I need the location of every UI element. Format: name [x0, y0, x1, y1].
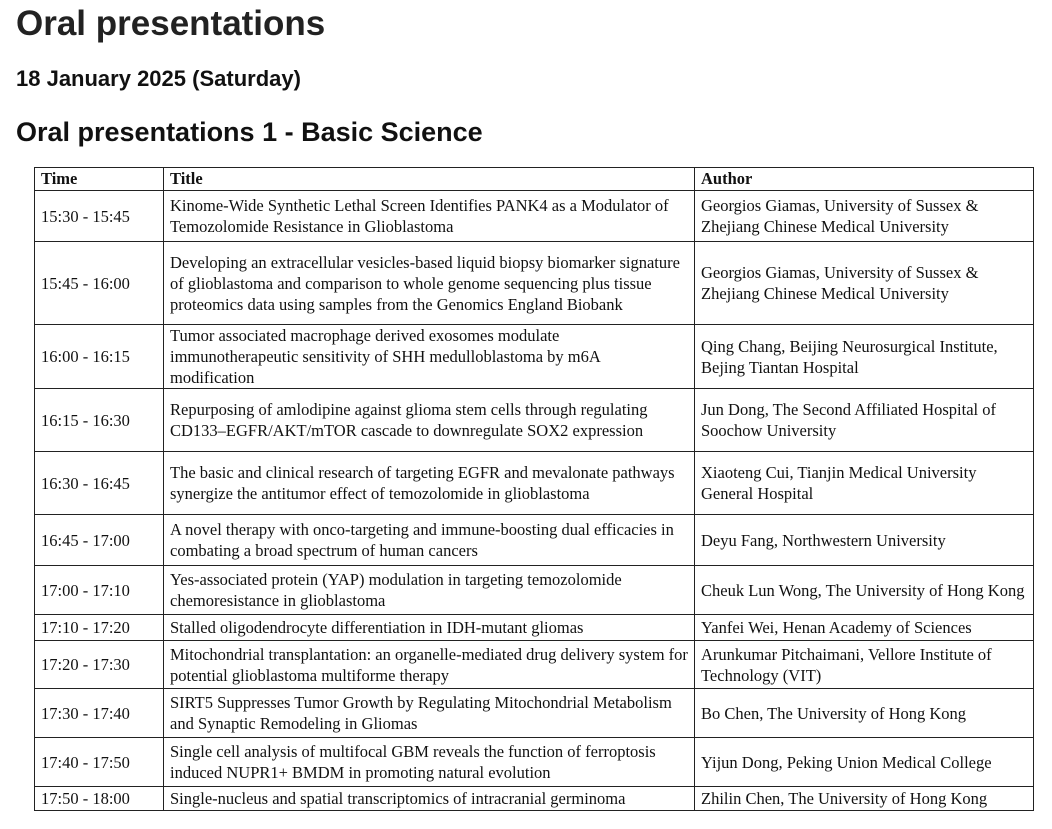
time-cell: 15:45 - 16:00 [35, 242, 164, 325]
title-cell: Kinome-Wide Synthetic Lethal Screen Identifies PANK4 as a Modulator of Temozolomide Resistance in Glioblastoma [164, 191, 695, 242]
table-row [35, 389, 1034, 452]
author-cell: Arunkumar Pitchaimani, Vellore Institute of Technology (VIT) [695, 641, 1034, 689]
section-heading: Oral presentations 1 - Basic Science [16, 117, 483, 147]
title-cell: Repurposing of amlodipine against glioma stem cells through regulating CD133–EGFR/AKT/mTOR cascade to downregulate SOX2 expression [164, 389, 695, 452]
author-cell: Georgios Giamas, University of Sussex & Zhejiang Chinese Medical University [695, 242, 1034, 325]
author-cell: Yanfei Wei, Henan Academy of Sciences [695, 615, 1034, 641]
time-cell: 17:10 - 17:20 [35, 615, 164, 641]
time-cell: 17:30 - 17:40 [35, 689, 164, 738]
time-cell: 16:30 - 16:45 [35, 452, 164, 515]
author-cell: Bo Chen, The University of Hong Kong [695, 689, 1034, 738]
table-row [35, 452, 1034, 515]
author-cell: Zhilin Chen, The University of Hong Kong [695, 787, 1034, 811]
table-row [35, 689, 1034, 738]
schedule-table-body [35, 191, 1034, 811]
date-heading: 18 January 2025 (Saturday) [16, 66, 301, 91]
title-cell: SIRT5 Suppresses Tumor Growth by Regulating Mitochondrial Metabolism and Synaptic Remodeling in Gliomas [164, 689, 695, 738]
table-row [35, 325, 1034, 389]
table-row [35, 787, 1034, 811]
author-cell: Xiaoteng Cui, Tianjin Medical University General Hospital [695, 452, 1034, 515]
title-column-header: Title [164, 168, 695, 191]
title-cell: Mitochondrial transplantation: an organelle-mediated drug delivery system for potential glioblastoma multiforme therapy [164, 641, 695, 689]
table-row [35, 566, 1034, 615]
title-cell: Tumor associated macrophage derived exosomes modulate immunotherapeutic sensitivity of SHH medulloblastoma by m6A modification [164, 325, 695, 389]
author-cell: Georgios Giamas, University of Sussex & Zhejiang Chinese Medical University [695, 191, 1034, 242]
table-row [35, 515, 1034, 566]
header-row [35, 168, 1034, 191]
table-row [35, 191, 1034, 242]
table-row [35, 242, 1034, 325]
author-cell: Cheuk Lun Wong, The University of Hong Kong [695, 566, 1034, 615]
title-cell: A novel therapy with onco-targeting and immune-boosting dual efficacies in combating a broad spectrum of human cancers [164, 515, 695, 566]
time-cell: 17:40 - 17:50 [35, 738, 164, 787]
author-cell: Yijun Dong, Peking Union Medical College [695, 738, 1034, 787]
title-cell: Stalled oligodendrocyte differentiation in IDH-mutant gliomas [164, 615, 695, 641]
table-row [35, 641, 1034, 689]
time-cell: 16:00 - 16:15 [35, 325, 164, 389]
author-cell: Jun Dong, The Second Affiliated Hospital of Soochow University [695, 389, 1034, 452]
author-cell: Qing Chang, Beijing Neurosurgical Institute, Bejing Tiantan Hospital [695, 325, 1034, 389]
author-cell: Deyu Fang, Northwestern University [695, 515, 1034, 566]
title-cell: Single-nucleus and spatial transcriptomics of intracranial germinoma [164, 787, 695, 811]
time-cell: 16:15 - 16:30 [35, 389, 164, 452]
title-cell: Developing an extracellular vesicles-based liquid biopsy biomarker signature of glioblastoma and comparison to whole genome sequencing plus tissue proteomics data using samples from the Genomics England Biobank [164, 242, 695, 325]
title-cell: Single cell analysis of multifocal GBM reveals the function of ferroptosis induced NUPR1+ BMDM in promoting natural evolution [164, 738, 695, 787]
time-column-header: Time [35, 168, 164, 191]
time-cell: 15:30 - 15:45 [35, 191, 164, 242]
title-cell: The basic and clinical research of targeting EGFR and mevalonate pathways synergize the antitumor effect of temozolomide in glioblastoma [164, 452, 695, 515]
time-cell: 17:50 - 18:00 [35, 787, 164, 811]
time-cell: 16:45 - 17:00 [35, 515, 164, 566]
time-cell: 17:20 - 17:30 [35, 641, 164, 689]
title-cell: Yes-associated protein (YAP) modulation in targeting temozolomide chemoresistance in glioblastoma [164, 566, 695, 615]
page-title: Oral presentations [16, 4, 326, 43]
author-column-header: Author [695, 168, 1034, 191]
table-row [35, 738, 1034, 787]
table-row [35, 615, 1034, 641]
schedule-table [34, 167, 1034, 811]
schedule-table-header [35, 168, 1034, 191]
time-cell: 17:00 - 17:10 [35, 566, 164, 615]
